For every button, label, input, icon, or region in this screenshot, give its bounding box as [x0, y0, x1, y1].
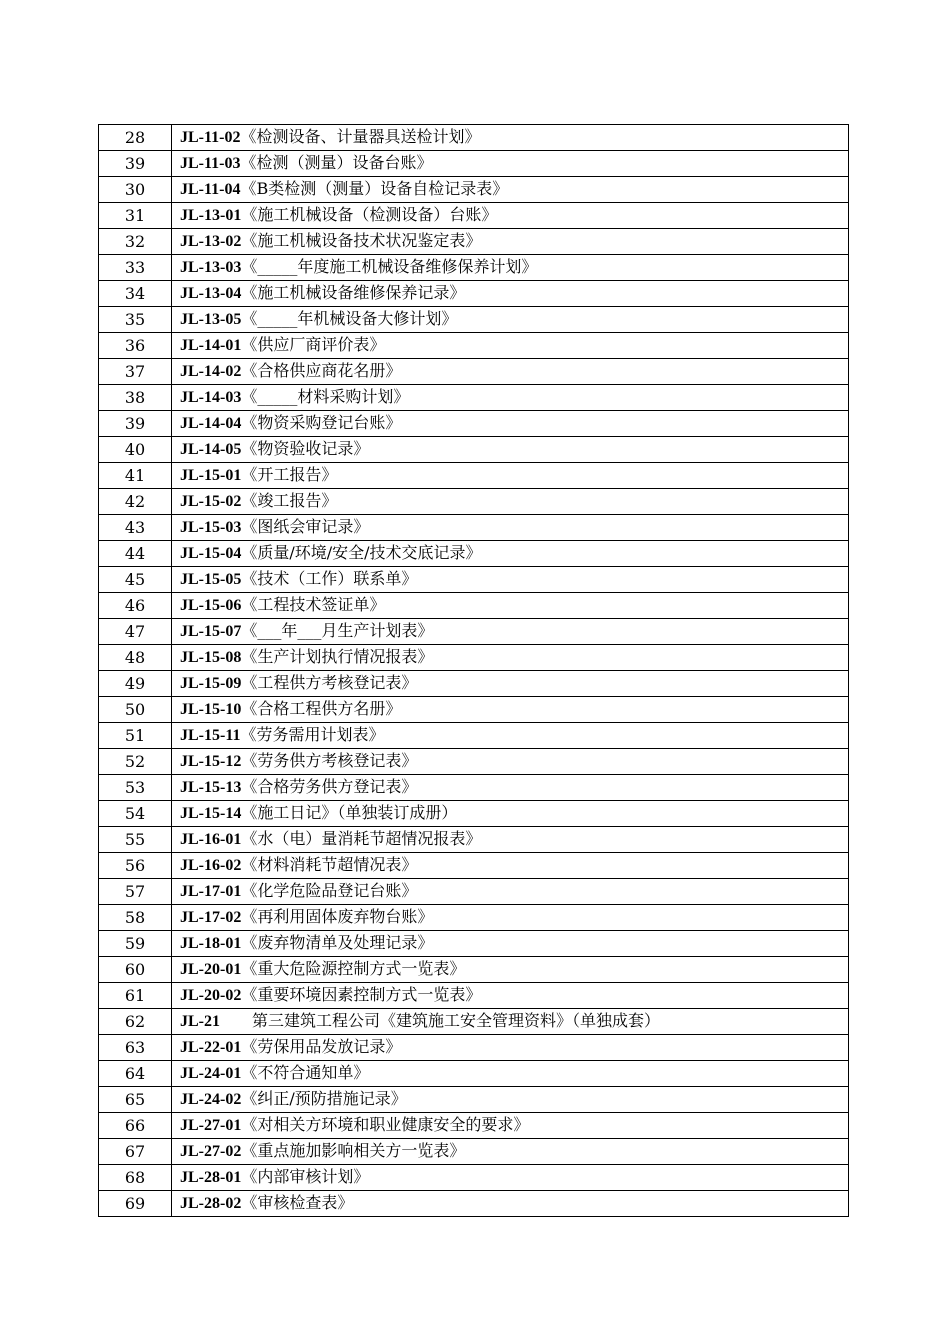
- row-number: 44: [99, 541, 172, 567]
- record-name: 《_____材料采购计划》: [241, 387, 410, 406]
- record-name: 第三建筑工程公司《建筑施工安全管理资料》（单独成套）: [220, 1011, 661, 1030]
- table-row: [99, 125, 849, 151]
- table-row: [99, 203, 849, 229]
- record-code: JL-15-08: [180, 649, 242, 666]
- row-number: 56: [99, 853, 172, 879]
- record-name: 《劳务供方考核登记表》: [241, 751, 418, 770]
- record-title-cell: [172, 1061, 849, 1087]
- record-name: 《材料消耗节超情况表》: [241, 855, 418, 874]
- table-row: [99, 177, 849, 203]
- record-title-cell: [172, 879, 849, 905]
- row-number: 49: [99, 671, 172, 697]
- record-list-table: [98, 124, 849, 1217]
- record-code: JL-15-12: [180, 753, 242, 770]
- row-number: 45: [99, 567, 172, 593]
- row-number: 39: [99, 151, 172, 177]
- record-code: JL-27-01: [180, 1117, 242, 1134]
- record-title-cell: [172, 1165, 849, 1191]
- record-code: JL-13-03: [180, 259, 242, 276]
- record-name: 《技术（工作）联系单》: [241, 569, 418, 588]
- record-title-cell: [172, 229, 849, 255]
- table-row: [99, 463, 849, 489]
- row-number: 39: [99, 411, 172, 437]
- record-title-cell: [172, 827, 849, 853]
- record-code: JL-14-04: [180, 415, 242, 432]
- record-code: JL-24-02: [180, 1091, 242, 1108]
- record-code: JL-11-04: [180, 181, 241, 198]
- record-code: JL-17-02: [180, 909, 242, 926]
- table-row: [99, 437, 849, 463]
- record-code: JL-14-01: [180, 337, 242, 354]
- row-number: 47: [99, 619, 172, 645]
- row-number: 43: [99, 515, 172, 541]
- row-number: 28: [99, 125, 172, 151]
- record-code: JL-11-03: [180, 155, 241, 172]
- table-row: [99, 619, 849, 645]
- record-title-cell: [172, 437, 849, 463]
- record-name: 《检测设备、计量器具送检计划》: [240, 127, 481, 146]
- record-title-cell: [172, 593, 849, 619]
- record-title-cell: [172, 931, 849, 957]
- record-title-cell: [172, 1139, 849, 1165]
- row-number: 31: [99, 203, 172, 229]
- row-number: 62: [99, 1009, 172, 1035]
- row-number: 34: [99, 281, 172, 307]
- record-code: JL-15-11: [180, 727, 241, 744]
- table-row: [99, 1009, 849, 1035]
- row-number: 54: [99, 801, 172, 827]
- record-name: 《施工机械设备维修保养记录》: [241, 283, 466, 302]
- record-code: JL-21: [180, 1013, 220, 1030]
- row-number: 48: [99, 645, 172, 671]
- table-row: [99, 1165, 849, 1191]
- record-code: JL-13-04: [180, 285, 242, 302]
- table-row: [99, 593, 849, 619]
- record-code: JL-15-06: [180, 597, 242, 614]
- table-row: [99, 1087, 849, 1113]
- record-name: 《_____年度施工机械设备维修保养计划》: [241, 257, 538, 276]
- record-title-cell: [172, 541, 849, 567]
- table-row: [99, 957, 849, 983]
- record-title-cell: [172, 1009, 849, 1035]
- row-number: 51: [99, 723, 172, 749]
- record-title-cell: [172, 203, 849, 229]
- record-code: JL-15-13: [180, 779, 242, 796]
- row-number: 30: [99, 177, 172, 203]
- record-name: 《劳保用品发放记录》: [241, 1037, 402, 1056]
- record-code: JL-13-05: [180, 311, 242, 328]
- table-row: [99, 827, 849, 853]
- record-name: 《物资验收记录》: [241, 439, 370, 458]
- row-number: 38: [99, 385, 172, 411]
- record-title-cell: [172, 177, 849, 203]
- record-title-cell: [172, 151, 849, 177]
- table-row: [99, 983, 849, 1009]
- record-title-cell: [172, 905, 849, 931]
- table-row: [99, 307, 849, 333]
- record-title-cell: [172, 749, 849, 775]
- row-number: 32: [99, 229, 172, 255]
- table-row: [99, 489, 849, 515]
- record-title-cell: [172, 333, 849, 359]
- record-code: JL-13-02: [180, 233, 242, 250]
- record-title-cell: [172, 957, 849, 983]
- record-name: 《纠正/预防措施记录》: [241, 1089, 407, 1108]
- row-number: 52: [99, 749, 172, 775]
- record-code: JL-16-01: [180, 831, 242, 848]
- record-title-cell: [172, 255, 849, 281]
- row-number: 55: [99, 827, 172, 853]
- row-number: 53: [99, 775, 172, 801]
- record-name: 《重要环境因素控制方式一览表》: [241, 985, 482, 1004]
- record-code: JL-20-01: [180, 961, 242, 978]
- table-row: [99, 229, 849, 255]
- record-name: 《废弃物清单及处理记录》: [241, 933, 434, 952]
- table-row: [99, 853, 849, 879]
- record-name: 《合格劳务供方登记表》: [241, 777, 418, 796]
- record-title-cell: [172, 281, 849, 307]
- table-row: [99, 1035, 849, 1061]
- record-name: 《工程供方考核登记表》: [241, 673, 418, 692]
- record-title-cell: [172, 307, 849, 333]
- record-code: JL-17-01: [180, 883, 242, 900]
- row-number: 50: [99, 697, 172, 723]
- record-title-cell: [172, 645, 849, 671]
- record-title-cell: [172, 983, 849, 1009]
- table-row: [99, 905, 849, 931]
- table-row: [99, 385, 849, 411]
- table-row: [99, 1061, 849, 1087]
- record-name: 《施工机械设备技术状况鉴定表》: [241, 231, 482, 250]
- record-name: 《图纸会审记录》: [241, 517, 370, 536]
- record-code: JL-15-14: [180, 805, 242, 822]
- record-code: JL-28-01: [180, 1169, 242, 1186]
- record-name: 《合格供应商花名册》: [241, 361, 402, 380]
- record-title-cell: [172, 619, 849, 645]
- record-title-cell: [172, 1191, 849, 1217]
- row-number: 64: [99, 1061, 172, 1087]
- record-name: 《对相关方环境和职业健康安全的要求》: [241, 1115, 530, 1134]
- record-name: 《生产计划执行情况报表》: [241, 647, 434, 666]
- record-name: 《内部审核计划》: [241, 1167, 370, 1186]
- record-code: JL-14-02: [180, 363, 242, 380]
- row-number: 60: [99, 957, 172, 983]
- table-row: [99, 931, 849, 957]
- record-name: 《供应厂商评价表》: [241, 335, 386, 354]
- row-number: 58: [99, 905, 172, 931]
- row-number: 46: [99, 593, 172, 619]
- table-row: [99, 1191, 849, 1217]
- record-title-cell: [172, 359, 849, 385]
- record-name: 《检测（测量）设备台账》: [240, 153, 433, 172]
- record-code: JL-27-02: [180, 1143, 242, 1160]
- record-title-cell: [172, 125, 849, 151]
- record-code: JL-15-01: [180, 467, 242, 484]
- record-name: 《合格工程供方名册》: [241, 699, 402, 718]
- record-title-cell: [172, 463, 849, 489]
- record-title-cell: [172, 385, 849, 411]
- row-number: 40: [99, 437, 172, 463]
- record-code: JL-28-02: [180, 1195, 242, 1212]
- record-title-cell: [172, 515, 849, 541]
- row-number: 69: [99, 1191, 172, 1217]
- record-name: 《再利用固体废弃物台账》: [241, 907, 434, 926]
- record-name: 《劳务需用计划表》: [240, 725, 385, 744]
- record-name: 《物资采购登记台账》: [241, 413, 402, 432]
- record-title-cell: [172, 567, 849, 593]
- record-name: 《重点施加影响相关方一览表》: [241, 1141, 466, 1160]
- record-name: 《竣工报告》: [241, 491, 338, 510]
- record-name: 《开工报告》: [241, 465, 338, 484]
- table-row: [99, 359, 849, 385]
- table-row: [99, 1139, 849, 1165]
- record-title-cell: [172, 1087, 849, 1113]
- record-name: 《重大危险源控制方式一览表》: [241, 959, 466, 978]
- record-code: JL-15-03: [180, 519, 242, 536]
- record-name: 《施工日记》（单独装订成册）: [241, 803, 458, 822]
- row-number: 42: [99, 489, 172, 515]
- record-code: JL-14-05: [180, 441, 242, 458]
- row-number: 41: [99, 463, 172, 489]
- table-row: [99, 723, 849, 749]
- table-row: [99, 645, 849, 671]
- table-body: [99, 125, 849, 1217]
- row-number: 57: [99, 879, 172, 905]
- row-number: 33: [99, 255, 172, 281]
- table-row: [99, 671, 849, 697]
- row-number: 67: [99, 1139, 172, 1165]
- record-name: 《___年___月生产计划表》: [241, 621, 434, 640]
- record-name: 《水（电）量消耗节超情况报表》: [241, 829, 482, 848]
- record-title-cell: [172, 775, 849, 801]
- record-code: JL-20-02: [180, 987, 242, 1004]
- row-number: 36: [99, 333, 172, 359]
- row-number: 59: [99, 931, 172, 957]
- row-number: 65: [99, 1087, 172, 1113]
- table-row: [99, 775, 849, 801]
- row-number: 66: [99, 1113, 172, 1139]
- row-number: 35: [99, 307, 172, 333]
- record-code: JL-14-03: [180, 389, 242, 406]
- table-row: [99, 333, 849, 359]
- record-code: JL-15-05: [180, 571, 242, 588]
- record-title-cell: [172, 801, 849, 827]
- record-name: 《质量/环境/安全/技术交底记录》: [241, 543, 482, 562]
- table-row: [99, 879, 849, 905]
- record-title-cell: [172, 1113, 849, 1139]
- record-code: JL-15-04: [180, 545, 242, 562]
- table-row: [99, 749, 849, 775]
- record-code: JL-11-02: [180, 129, 241, 146]
- record-name: 《_____年机械设备大修计划》: [241, 309, 458, 328]
- record-name: 《化学危险品登记台账》: [241, 881, 418, 900]
- record-name: 《工程技术签证单》: [241, 595, 386, 614]
- table-row: [99, 151, 849, 177]
- record-code: JL-15-02: [180, 493, 242, 510]
- table-row: [99, 1113, 849, 1139]
- record-name: 《审核检查表》: [241, 1193, 354, 1212]
- record-code: JL-15-07: [180, 623, 242, 640]
- record-title-cell: [172, 411, 849, 437]
- record-name: 《不符合通知单》: [241, 1063, 370, 1082]
- row-number: 61: [99, 983, 172, 1009]
- record-title-cell: [172, 489, 849, 515]
- table-row: [99, 801, 849, 827]
- table-row: [99, 541, 849, 567]
- table-row: [99, 697, 849, 723]
- record-name: 《B类检测（测量）设备自检记录表》: [240, 179, 509, 198]
- table-row: [99, 411, 849, 437]
- record-code: JL-24-01: [180, 1065, 242, 1082]
- record-code: JL-13-01: [180, 207, 242, 224]
- table-row: [99, 567, 849, 593]
- record-code: JL-15-09: [180, 675, 242, 692]
- record-code: JL-22-01: [180, 1039, 242, 1056]
- record-name: 《施工机械设备（检测设备）台账》: [241, 205, 498, 224]
- record-title-cell: [172, 697, 849, 723]
- record-code: JL-15-10: [180, 701, 242, 718]
- record-code: JL-16-02: [180, 857, 242, 874]
- row-number: 68: [99, 1165, 172, 1191]
- row-number: 63: [99, 1035, 172, 1061]
- record-title-cell: [172, 853, 849, 879]
- record-title-cell: [172, 723, 849, 749]
- table-row: [99, 515, 849, 541]
- record-title-cell: [172, 671, 849, 697]
- table-row: [99, 255, 849, 281]
- row-number: 37: [99, 359, 172, 385]
- record-code: JL-18-01: [180, 935, 242, 952]
- table-row: [99, 281, 849, 307]
- record-title-cell: [172, 1035, 849, 1061]
